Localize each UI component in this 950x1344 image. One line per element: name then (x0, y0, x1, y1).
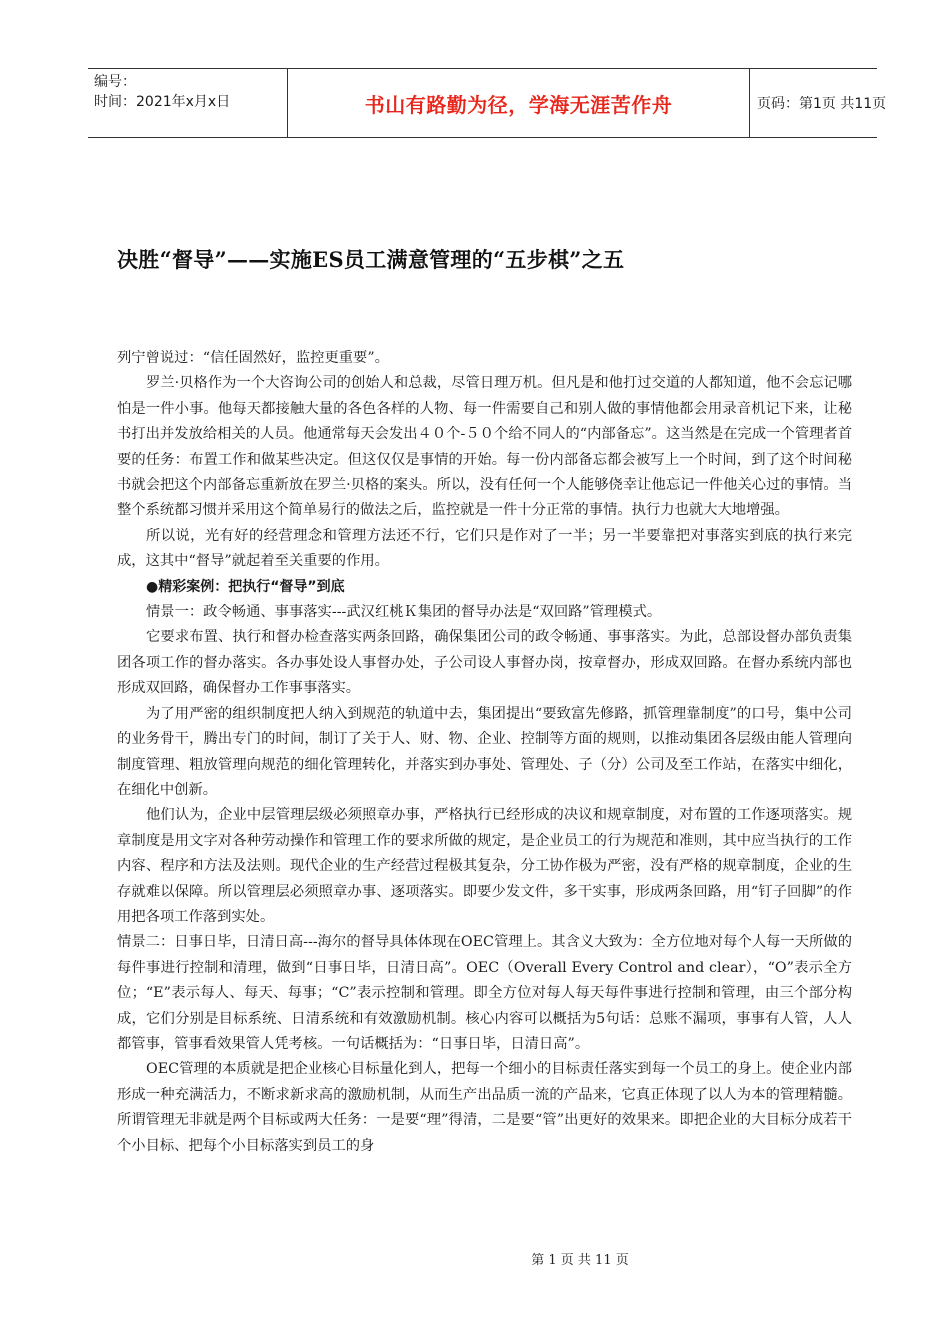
article-body (117, 346, 852, 1159)
header-page-info: 页码：第1页 共11页 (757, 96, 887, 112)
case-heading: ●精彩案例：把执行“督导”到底 (146, 578, 345, 595)
paragraph: 列宁曾说过：“信任固然好，监控更重要”。 (117, 350, 389, 366)
paragraph: 情景一：政令畅通、事事落实---武汉红桃Ｋ集团的督导办法是“双回路”管理模式。 (146, 604, 662, 621)
header-meta (94, 72, 284, 112)
document-header (88, 68, 887, 138)
time-label: 时间：2021年x月x日 (94, 94, 231, 110)
paragraph: 它要求布置、执行和督办检查落实两条回路，确保集团公司的政令畅通、事事落实。为此，总部设督办部负责集团各项工作的督办落实。各办事处设人事督办处，子公司设人事督办岗，按章督办，形成双回路。在督办系统内部也形成双回路，确保督办工作事事落实。 (117, 629, 852, 697)
paragraph: OEC管理的本质就是把企业核心目标量化到人，把每一个细小的目标责任落实到每一个员工的身上。使企业内部形成一种充满活力，不断求新求高的激励机制，从而生产出品质一流的产品来，它真正体现了以人为本的管理精髓。所谓管理无非就是两个目标或两大任务：一是要“理”得清，二是要“管”出更好的效果来。即把企业的大目标分成若干个小目标、把每个小目标落实到员工的身 (117, 1061, 852, 1154)
article-title: 决胜“督导”——实施ES员工满意管理的“五步棋”之五 (117, 247, 625, 272)
paragraph: 所以说，光有好的经营理念和管理方法还不行，它们只是作对了一半；另一半要靠把对事落实到底的执行来完成，这其中“督导”就起着至关重要的作用。 (117, 527, 852, 570)
paragraph: 罗兰·贝格作为一个大咨询公司的创始人和总裁，尽管日理万机。但凡是和他打过交道的人都知道，他不会忘记哪怕是一件小事。他每天都接触大量的各色各样的人物、每一件需要自己和别人做的事情他都会用录音机记下来，让秘书打出并发放给相关的人员。他通常每天会发出４０个-５０个给不同人的“内部备忘”。这当然是在完成一个管理者首要的任务：布置工作和做某些决定。但这仅仅是事情的开始。每一份内部备忘都会被写上一个时间，到了这个时间秘书就会把这个内部备忘重新放在罗兰·贝格的案头。所以，没有任何一个人能够侥幸让他忘记一件他关心过的事情。当整个系统都习惯并采用这个简单易行的做法之后，监控就是一件十分正常的事情。执行力也就大大地增强。 (117, 375, 852, 519)
paragraph: 情景二：日事日毕，日清日高---海尔的督导具体体现在OEC管理上。其含义大致为：全方位地对每个人每一天所做的每件事进行控制和清理，做到“日事日毕，日清日高”。OEC（Overall Every Control and clear），“O”表示全方位；“E”表示每人、每天、每事；“C”表示控制和管理。即全方位对每人每天每件事进行控制和管理，由三个部分构成，它们分别是目标系统、日清系统和有效激励机制。核心内容可以概括为5句话：总账不漏项，事事有人管，人人都管事，管事看效果管人凭考核。一句话概括为：“日事日毕，日清日高”。 (117, 934, 852, 1052)
paragraph: 为了用严密的组织制度把人纳入到规范的轨道中去，集团提出“要致富先修路，抓管理靠制度”的口号，集中公司的业务骨干，腾出专门的时间，制订了关于人、财、物、企业、控制等方面的规则，以推动集团各层级由能人管理向制度管理、粗放管理向规范的细化管理转化，并落实到办事处、管理处、子（分）公司及至工作站，在落实中细化，在细化中创新。 (117, 705, 852, 798)
number-label: 编号： (94, 74, 136, 90)
header-motto: 书山有路勤为径，学海无涯苦作舟 (287, 69, 750, 137)
page-footer: 第 1 页 共 11 页 (531, 1253, 629, 1268)
paragraph: 他们认为，企业中层管理层级必须照章办事，严格执行已经形成的决议和规章制度，对布置的工作逐项落实。规章制度是用文字对各种劳动操作和管理工作的要求所做的规定，是企业员工的行为规范和准则，其中应当执行的工作内容、程序和方法及法则。现代企业的生产经营过程极其复杂，分工协作极为严密，没有严格的规章制度，企业的生存就难以保障。所以管理层必须照章办事、逐项落实。即要少发文件，多干实事，形成两条回路，用“钉子回脚”的作用把各项工作落到实处。 (117, 807, 852, 925)
